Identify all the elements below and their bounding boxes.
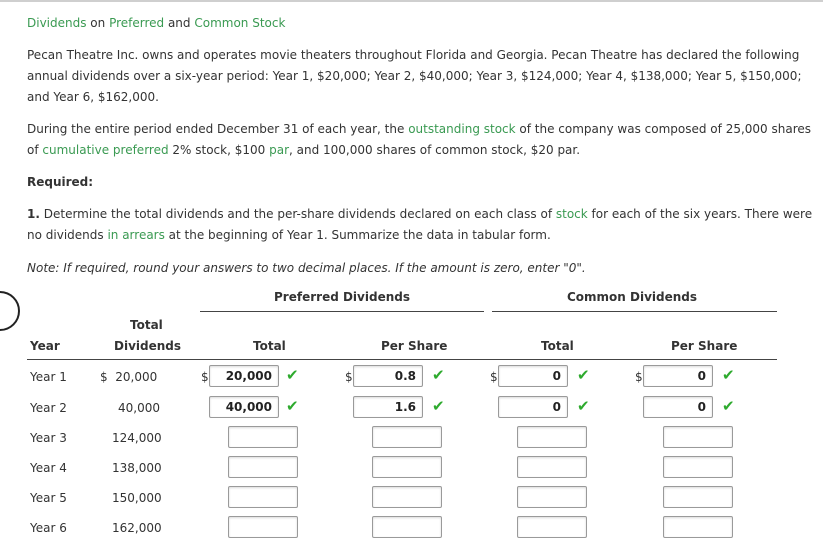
correct-check-icon: ✔ <box>432 397 445 415</box>
common-per-share-input[interactable] <box>643 396 713 418</box>
col-header-total-line1: Total <box>130 318 163 332</box>
col-header-common-total: Total <box>541 339 574 353</box>
preferred-per-share-input[interactable] <box>372 516 442 538</box>
row-total-dividends: $ 20,000 <box>100 370 158 384</box>
row-total-dividends: 150,000 <box>112 491 162 505</box>
glossary-link-in-arrears[interactable]: in arrears <box>107 228 165 242</box>
common-total-input[interactable] <box>517 456 587 478</box>
common-per-share-input[interactable] <box>663 426 733 448</box>
col-header-year: Year <box>30 339 60 353</box>
row-year: Year 6 <box>30 521 67 535</box>
row-year: Year 2 <box>30 401 67 415</box>
period-paragraph: During the entire period ended December 31 of each year, the outstanding stock of the company was composed of 25,000 shares of cumulative preferred 2% stock, $100 par, and 100,000 shares of common stock, $20 par. <box>27 122 812 157</box>
correct-check-icon: ✔ <box>722 397 735 415</box>
correct-check-icon: ✔ <box>432 366 445 384</box>
common-total-input[interactable] <box>498 396 568 418</box>
common-total-input[interactable] <box>498 365 568 387</box>
glossary-link-stock[interactable]: stock <box>555 207 588 221</box>
preferred-total-input[interactable] <box>228 456 298 478</box>
common-per-share-input[interactable] <box>663 516 733 538</box>
correct-check-icon: ✔ <box>577 366 590 384</box>
preferred-total-input[interactable] <box>209 365 279 387</box>
common-per-share-input[interactable] <box>663 486 733 508</box>
currency-symbol: $ <box>490 370 498 384</box>
correct-check-icon: ✔ <box>722 366 735 384</box>
col-header-preferred-total: Total <box>253 339 286 353</box>
glossary-link-outstanding-stock[interactable]: outstanding stock <box>408 122 516 136</box>
header-common-dividends: Common Dividends <box>566 290 698 304</box>
row-total-dividends: 124,000 <box>112 431 162 445</box>
col-header-total-dividends: Dividends <box>114 339 182 353</box>
preferred-total-input[interactable] <box>228 426 298 448</box>
common-group-rule <box>492 311 777 312</box>
cursor-circle-icon <box>0 291 20 331</box>
preferred-total-input[interactable] <box>209 396 279 418</box>
col-header-preferred-per-share: Per Share <box>381 339 448 353</box>
top-border <box>0 0 823 2</box>
currency-symbol: $ <box>635 370 643 384</box>
row-year: Year 5 <box>30 491 67 505</box>
preferred-per-share-input[interactable] <box>372 426 442 448</box>
glossary-link-common-stock[interactable]: Common Stock <box>194 16 286 30</box>
header-preferred-dividends: Preferred Dividends <box>274 290 410 304</box>
common-per-share-input[interactable] <box>663 456 733 478</box>
row-total-dividends: 162,000 <box>112 521 162 535</box>
correct-check-icon: ✔ <box>286 366 299 384</box>
question-1: 1. Determine the total dividends and the per-share dividends declared on each class of stock for each of the six years. There were no dividends in arrears at the beginning of Year 1. Summarize the data in tabular form. <box>27 207 813 242</box>
row-total-dividends: 138,000 <box>112 461 162 475</box>
glossary-link-dividends[interactable]: Dividends <box>27 16 87 30</box>
preferred-group-rule <box>200 311 484 312</box>
preferred-per-share-input[interactable] <box>353 396 423 418</box>
currency-symbol: $ <box>201 370 209 384</box>
common-total-input[interactable] <box>517 516 587 538</box>
glossary-link-preferred[interactable]: Preferred <box>109 16 165 30</box>
page-title: Dividends on Preferred and Common Stock <box>27 16 286 30</box>
correct-check-icon: ✔ <box>286 397 299 415</box>
required-label: Required: <box>27 175 94 189</box>
preferred-per-share-input[interactable] <box>372 486 442 508</box>
preferred-per-share-input[interactable] <box>353 365 423 387</box>
common-total-input[interactable] <box>517 426 587 448</box>
correct-check-icon: ✔ <box>577 397 590 415</box>
row-year: Year 3 <box>30 431 67 445</box>
header-bottom-rule <box>27 359 777 360</box>
glossary-link-cumulative-preferred[interactable]: cumulative preferred <box>42 143 169 157</box>
col-header-common-per-share: Per Share <box>671 339 738 353</box>
common-total-input[interactable] <box>517 486 587 508</box>
preferred-per-share-input[interactable] <box>372 456 442 478</box>
row-year: Year 1 <box>30 370 67 384</box>
intro-paragraph: Pecan Theatre Inc. owns and operates movie theaters throughout Florida and Georgia. Pecan Theatre has declared the following annual dividends over a six-year period: Year 1, $20,000; Year 2, $40,000; Year 3, $124,000; Year 4, $138,000; Year 5, $150,000; and Year 6, $162,000. <box>27 48 802 104</box>
row-total-dividends: 40,000 <box>118 401 160 415</box>
common-per-share-input[interactable] <box>643 365 713 387</box>
rounding-note: Note: If required, round your answers to two decimal places. If the amount is zero, enter "0". <box>27 261 586 275</box>
currency-symbol: $ <box>345 370 353 384</box>
glossary-link-par[interactable]: par <box>269 143 289 157</box>
preferred-total-input[interactable] <box>228 516 298 538</box>
row-year: Year 4 <box>30 461 67 475</box>
preferred-total-input[interactable] <box>228 486 298 508</box>
